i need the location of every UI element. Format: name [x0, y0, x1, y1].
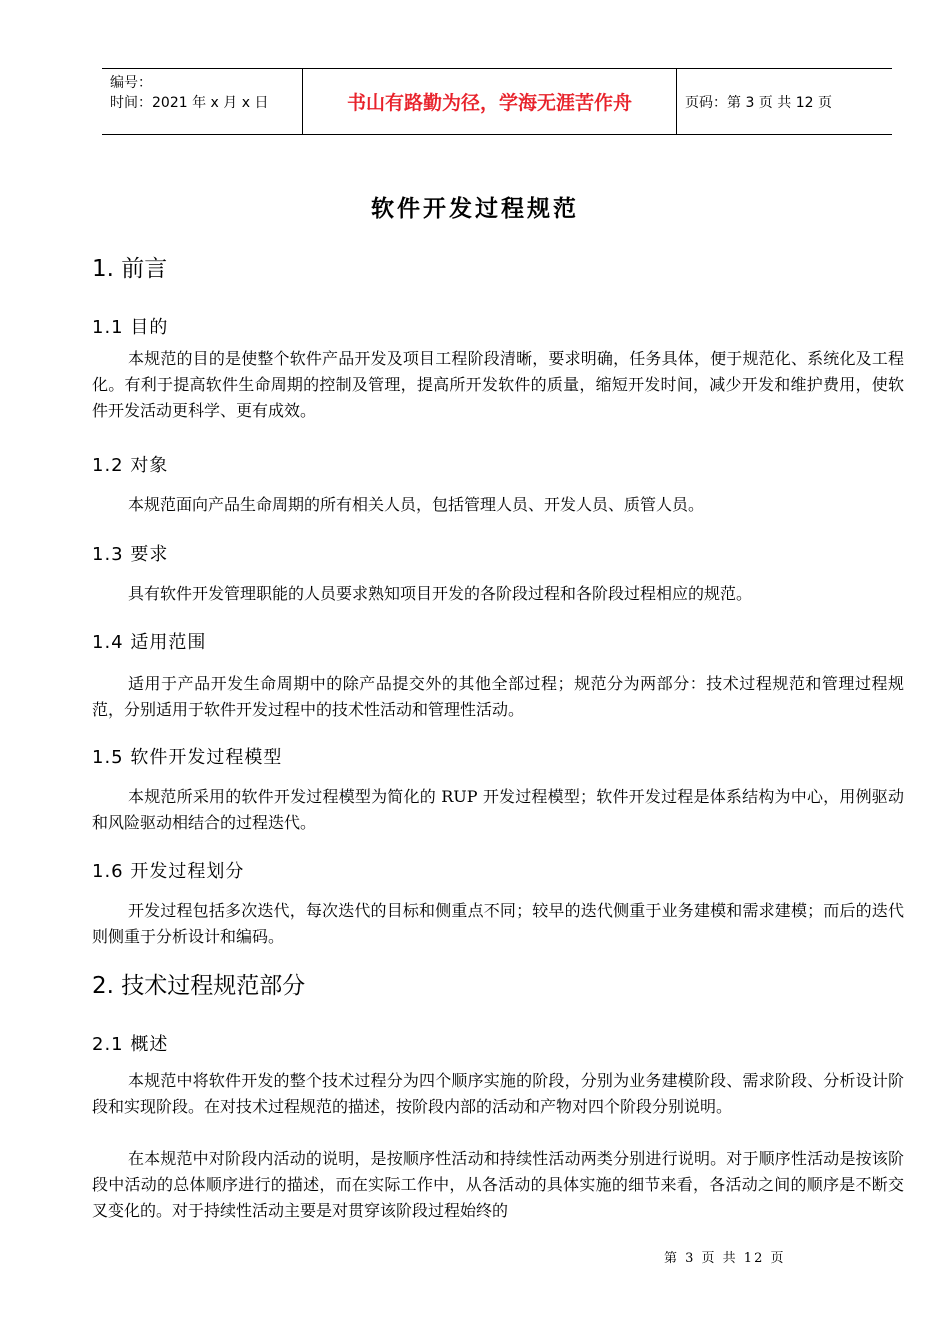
section-heading-1: 1. 前言: [92, 256, 168, 282]
subsection-heading-2-1: 2.1 概述: [92, 1034, 169, 1055]
paragraph-1-6: 开发过程包括多次迭代，每次迭代的目标和侧重点不同；较早的迭代侧重于业务建模和需求建模；而后的迭代则侧重于分析设计和编码。: [92, 901, 904, 946]
subsection-heading-1-6: 1.6 开发过程划分: [92, 861, 245, 882]
subsection-heading-1-2: 1.2 对象: [92, 455, 169, 476]
time-label: 时间：2021 年 x 月 x 日: [110, 95, 269, 111]
section-heading-2: 2. 技术过程规范部分: [92, 973, 306, 999]
header-meta-cell: [102, 69, 303, 134]
page-footer: 第 3 页 共 12 页: [664, 1251, 786, 1266]
subsection-heading-1-5: 1.5 软件开发过程模型: [92, 747, 283, 768]
paragraph-2-1b: 在本规范中对阶段内活动的说明，是按顺序性活动和持续性活动两类分别进行说明。对于顺序性活动是按该阶段中活动的总体顺序进行的描述，而在实际工作中，从各活动的具体实施的细节来看，各活动之间的顺序是不断交叉变化的。对于持续性活动主要是对贯穿该阶段过程始终的: [92, 1149, 904, 1220]
paragraph-1-1: 本规范的目的是使整个软件产品开发及项目工程阶段清晰，要求明确，任务具体，便于规范化、系统化及工程化。有利于提高软件生命周期的控制及管理，提高所开发软件的质量，缩短开发时间，减少开发和维护费用，使软件开发活动更科学、更有成效。: [92, 349, 904, 420]
motto-cell: [303, 69, 677, 134]
document-title: 软件开发过程规范: [371, 196, 579, 222]
subsection-heading-1-3: 1.3 要求: [92, 544, 169, 565]
subsection-heading-1-4: 1.4 适用范围: [92, 632, 207, 653]
page-info-cell: [677, 69, 892, 134]
paragraph-1-4: 适用于产品开发生命周期中的除产品提交外的其他全部过程；规范分为两部分：技术过程规范和管理过程规范，分别适用于软件开发过程中的技术性活动和管理性活动。: [92, 674, 904, 719]
paragraph-1-3: 具有软件开发管理职能的人员要求熟知项目开发的各阶段过程和各阶段过程相应的规范。: [128, 584, 753, 603]
number-label: 编号：: [110, 75, 152, 91]
paragraph-1-5: 本规范所采用的软件开发过程模型为简化的 RUP 开发过程模型；软件开发过程是体系结构为中心，用例驱动和风险驱动相结合的过程迭代。: [92, 787, 904, 832]
motto-text: 书山有路勤为径，学海无涯苦作舟: [346, 92, 632, 114]
header-table: [102, 68, 892, 135]
paragraph-2-1a: 本规范中将软件开发的整个技术过程分为四个顺序实施的阶段，分别为业务建模阶段、需求阶段、分析设计阶段和实现阶段。在对技术过程规范的描述，按阶段内部的活动和产物对四个阶段分别说明。: [92, 1071, 904, 1116]
page-info-text: 页码：第 3 页 共 12 页: [685, 94, 832, 111]
subsection-heading-1-1: 1.1 目的: [92, 317, 169, 338]
paragraph-1-2: 本规范面向产品生命周期的所有相关人员，包括管理人员、开发人员、质管人员。: [128, 495, 705, 514]
